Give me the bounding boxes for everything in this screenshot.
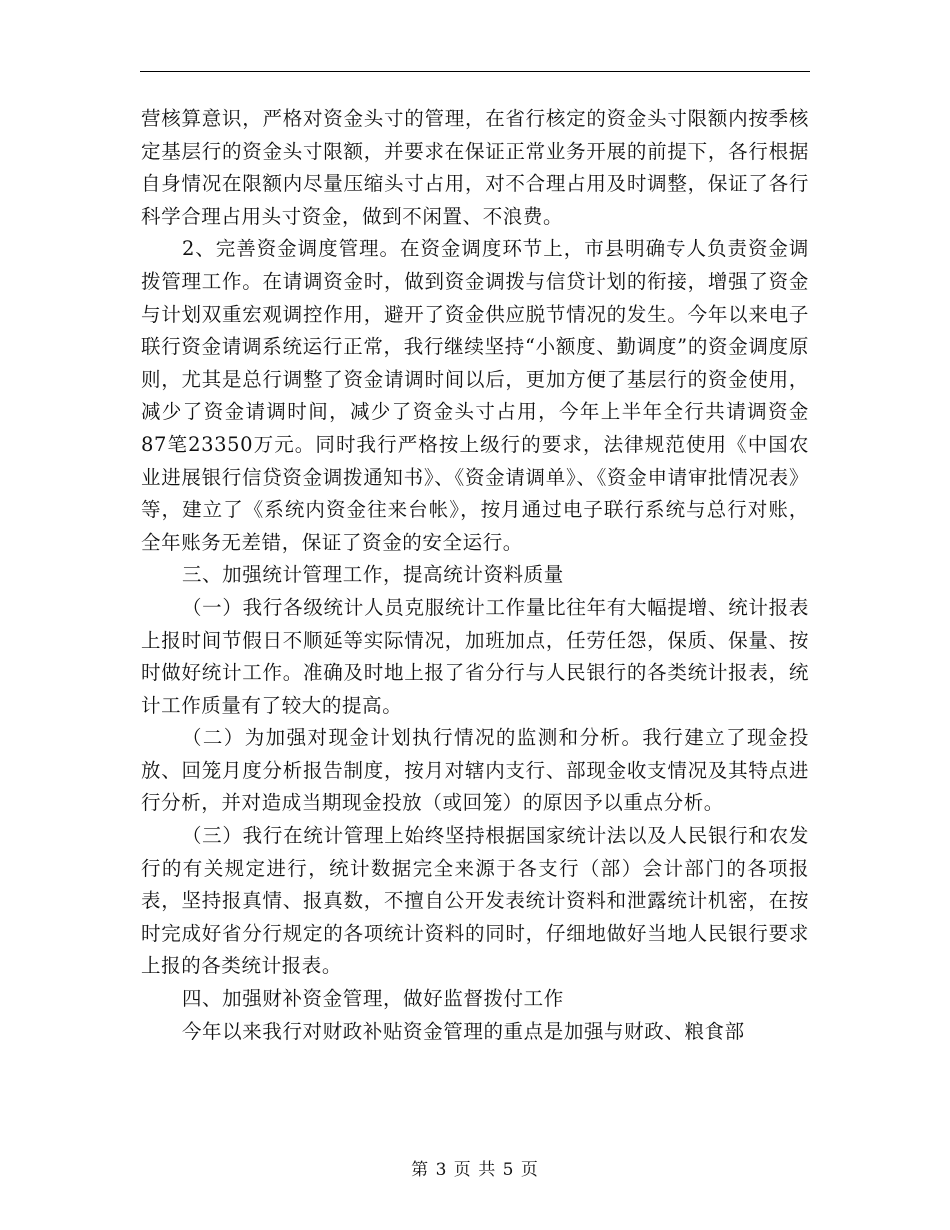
paragraph-2: 2、完善资金调度管理。在资金调度环节上，市县明确专人负责资金调拨管理工作。在请调资金时，做到资金调拨与信贷计划的衔接，增强了资金与计划双重宏观调控作用，避开了资金供应脱节情况的发生。今年以来电子联行资金请调系统运行正常，我行继续坚持“小额度、勤调度”的资金调度原则，尤其是总行调整了资金请调时间以后，更加方便了基层行的资金使用，减少了资金请调时间，减少了资金头寸占用，今年上半年全行共请调资金87笔23350万元。同时我行严格按上级行的要求，法律规范使用《中国农业进展银行信贷资金调拨通知书》、《资金请调单》、《资金申请审批情况表》等，建立了《系统内资金往来台帐》，按月通过电子联行系统与总行对账，全年账务无差错，保证了资金的安全运行。 <box>141 237 809 554</box>
section-heading-3: 三、加强统计管理工作，提高统计资料质量 <box>181 563 564 587</box>
section-heading-4: 四、加强财补资金管理，做好监督拨付工作 <box>181 987 564 1011</box>
paragraph-1: 营核算意识，严格对资金头寸的管理，在省行核定的资金头寸限额内按季核定基层行的资金头寸限额，并要求在保证正常业务开展的前提下，各行根据自身情况在限额内尽量压缩头寸占用，对不合理占用及时调整，保证了各行科学合理占用头寸资金，做到不闲置、不浪费。 <box>141 107 809 228</box>
paragraph-6: （三）我行在统计管理上始终坚持根据国家统计法以及人民银行和农发行的有关规定进行，统计数据完全来源于各支行（部）会计部门的各项报表，坚持报真情、报真数，不擅自公开发表统计资料和泄露统计机密，在按时完成好省分行规定的各项统计资料的同时，仔细地做好当地人民银行要求上报的各类统计报表。 <box>141 824 809 978</box>
page-number-footer: 第 3 页 共 5 页 <box>411 1160 539 1180</box>
header-rule <box>140 71 810 72</box>
paragraph-4: （一）我行各级统计人员克服统计工作量比往年有大幅提增、统计报表上报时间节假日不顺延等实际情况，加班加点，任劳任怨，保质、保量、按时做好统计工作。准确及时地上报了省分行与人民银行的各类统计报表，统计工作质量有了较大的提高。 <box>141 595 809 717</box>
paragraph-5: （二）为加强对现金计划执行情况的监测和分析。我行建立了现金投放、回笼月度分析报告制度，按月对辖内支行、部现金收支情况及其特点进行分析，并对造成当期现金投放（或回笼）的原因予以重点分析。 <box>141 726 809 815</box>
paragraph-8: 今年以来我行对财政补贴资金管理的重点是加强与财政、粮食部 <box>181 1019 745 1043</box>
document-body <box>141 103 809 1048</box>
